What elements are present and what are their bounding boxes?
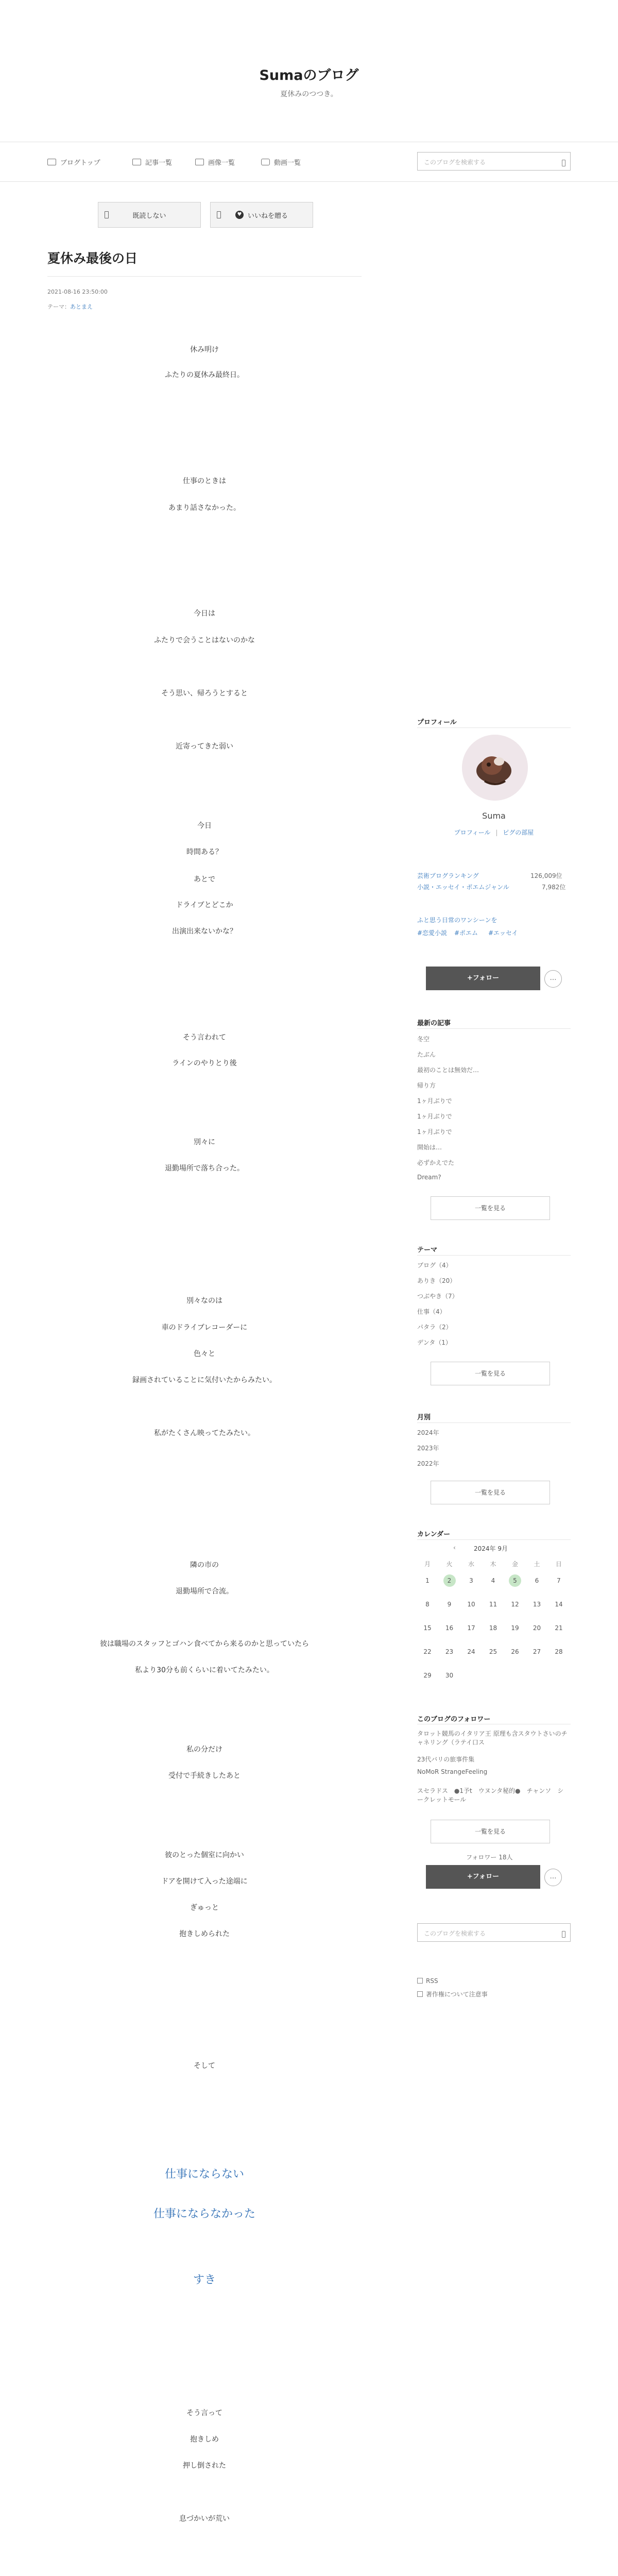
nav-label: 画像一覧 [208,159,235,167]
themes-header: テーマ [417,1246,438,1254]
post-line: 退勤場所で合流。 [176,1587,233,1596]
report-icon [417,1991,423,1997]
global-nav [0,142,618,182]
recent-item[interactable]: 冬空 [417,1036,430,1043]
nav-label: 記事一覧 [145,159,173,167]
post-line: 今日は [194,609,215,618]
share-icon [217,211,221,218]
post-line: 彼のとった個室に向かい [165,1851,244,1859]
calendar-day: 7 [557,1577,561,1584]
sidebar-search-input[interactable] [417,1923,571,1942]
post-line: ぎゅっと [190,1904,219,1912]
calendar-day: 25 [489,1648,497,1655]
follower-count: フォロワー 18人 [466,1854,513,1861]
post-date: 2021-08-16 23:50:00 [47,289,108,295]
nav-image-list[interactable] [195,157,235,167]
avatar[interactable] [462,735,528,801]
post-line: 息づかいが荒い [179,2515,230,2523]
blog-title[interactable]: Sumaのブログ [259,67,359,83]
calendar-day: 16 [445,1624,454,1632]
post-line: あまり話さなかった。 [168,504,241,512]
avatar-image [462,735,528,801]
calendar-day: 20 [533,1624,541,1632]
like-label: いいねを贈る [247,212,288,220]
nav-article-list[interactable] [132,157,172,167]
calendar-day: 10 [467,1601,475,1608]
post-line: 今日 [197,822,212,830]
theme-item[interactable]: パタラ（2） [417,1324,452,1331]
calendar-day: 1 [425,1577,430,1584]
themes-divider [417,1255,571,1256]
post-theme [47,302,93,311]
search-placeholder: このブログを検索する [424,159,486,166]
theme-item[interactable]: ブログ（4） [417,1262,452,1269]
follow-button-bottom[interactable]: +フォロー [426,1865,540,1889]
calendar-day: 4 [491,1577,495,1584]
calendar-day: 24 [467,1648,475,1655]
calendar-day: 14 [555,1601,563,1608]
calendar-weekday: 木 [490,1561,496,1568]
search-icon[interactable] [562,160,565,166]
calendar-weekday: 土 [534,1561,540,1568]
follower-item[interactable]: タロット競馬のイタリア王 原理も含スタウトさいのチャネリング（ラテイ口ス [417,1730,568,1746]
post-line: ふたりの夏休み最終日。 [165,371,244,379]
themes-more-button[interactable]: 一覧を見る [431,1362,550,1385]
profile-tag[interactable]: #恋愛小説 [417,929,448,937]
post-line: 私より30分も前くらいに着いてたみたい。 [135,1666,274,1674]
theme-link[interactable]: あとまえ [70,303,93,310]
calendar-prev-icon[interactable]: ‹ [453,1544,456,1551]
post-line: 私がたくさん映ってたみたい。 [154,1429,255,1437]
post-line: 抱きしめ [190,2435,219,2444]
monthly-more-button[interactable]: 一覧を見る [431,1481,550,1504]
monthly-item[interactable]: 2022年 [417,1460,439,1467]
follow-button[interactable]: +フォロー [426,967,540,990]
post-line: 仕事のときは [183,477,226,485]
video-icon [261,159,270,165]
ranking-value: 126,009位 [530,872,562,879]
rss-icon [417,1978,423,1984]
follower-item[interactable]: 23代バリの旅事件集 [417,1756,475,1763]
calendar-day: 27 [533,1648,541,1655]
post-line-emphasis: すき [193,2274,216,2286]
post-line: ふたりで会うことはないのかな [154,636,255,645]
profile-link[interactable]: プロフィール [454,829,491,836]
nav-label: ブログトップ [60,159,100,167]
post-line: あとで [194,875,215,884]
title-divider [47,276,362,277]
post-line: 退勤場所で落ち合った。 [165,1164,244,1173]
list-icon [132,159,141,165]
post-line: ドライブとどこか [176,901,233,909]
post-line: 抱きしめられた [179,1930,230,1938]
recent-item[interactable]: 1ヶ月ぶりで [417,1128,452,1136]
image-icon [195,159,204,165]
calendar-day: 8 [425,1601,430,1608]
calendar-day[interactable]: 2 [447,1577,452,1584]
post-line: そして [194,2062,215,2070]
recent-divider [417,1028,571,1029]
calendar-day: 15 [423,1624,432,1632]
nav-blog-top[interactable] [47,157,100,167]
calendar-day: 23 [445,1648,454,1655]
blog-header [0,0,618,142]
header-search-input[interactable] [417,152,571,171]
calendar-day: 9 [447,1601,452,1608]
recent-item[interactable]: 必ずかえでた [417,1159,455,1166]
recent-item[interactable]: Dream? [417,1174,441,1181]
calendar-day: 19 [511,1624,519,1632]
heart-icon: ♥ [235,211,244,219]
profile-bio: ふと思う日常のワンシーンを [417,917,497,924]
ranking-label[interactable]: 芸術ブログランキング [417,872,479,879]
post-line: 色々と [194,1350,215,1358]
post-line: 隣の市の [190,1561,219,1569]
theme-item[interactable]: 仕事（4） [417,1308,446,1315]
calendar-day: 6 [535,1577,539,1584]
post-line: 録画されていることに気付いたからみたい。 [132,1376,277,1384]
calendar-weekday: 水 [468,1561,474,1568]
recent-item[interactable]: 帰り方 [417,1082,436,1089]
follower-item[interactable]: NoMoR StrangeFeeling [417,1768,488,1775]
calendar-day: 21 [555,1624,563,1632]
profile-divider [417,727,571,728]
monthly-item[interactable]: 2024年 [417,1429,439,1436]
recent-more-button[interactable]: 一覧を見る [431,1196,550,1220]
post-line: 車のドライブレコーダーに [161,1324,248,1332]
more-options-button[interactable]: … [544,970,562,988]
calendar-day: 29 [423,1672,432,1679]
post-line-emphasis: 仕事にならない [164,2168,244,2181]
post-line: 休み明け [190,346,219,354]
post-line-emphasis: 仕事にならなかった [153,2208,255,2221]
post-line: 時間ある？ [186,848,222,856]
recent-item[interactable]: 開始は… [417,1144,442,1151]
search-placeholder: このブログを検索する [424,1930,486,1937]
calendar-day: 11 [489,1601,497,1608]
report-label: 著作権について注意事 [426,1991,488,1998]
calendar-day: 26 [511,1648,519,1655]
calendar-weekday: 日 [555,1561,562,1568]
post-title[interactable]: 夏休み最後の日 [47,251,138,266]
blog-subtitle: 夏休みのつつき。 [280,90,338,98]
pigg-room-link[interactable]: ピグの部屋 [503,829,534,836]
calendar-day: 18 [489,1624,497,1632]
recent-item[interactable]: 1ヶ月ぶりで [417,1097,452,1105]
post-line: 別々なのは [186,1297,222,1305]
post-line: そう言って [186,2409,222,2417]
post-line: 受付で手続きしたあと [168,1772,241,1780]
follower-item[interactable]: スセラドス ●1予t ウヌンタ秘的● チャンソ シークレットモール [417,1787,564,1803]
post-line: 彼は職場のスタッフとゴハン食べてから来るのかと思っていたら [100,1640,309,1648]
rss-link[interactable] [417,1977,438,1985]
followers-header: このブログのフォロワー [417,1716,491,1723]
profile-links: プロフィール | ピグの部屋 [454,829,534,836]
calendar-header: カレンダー [417,1531,451,1538]
recent-item[interactable]: 1ヶ月ぶりで [417,1113,452,1120]
no-read-button[interactable] [98,202,201,228]
calendar-day: 28 [555,1648,563,1655]
rss-label: RSS [426,1977,438,1985]
report-link[interactable] [417,1990,488,1998]
profile-header: プロフィール [417,719,457,726]
post-line: 出演出来ないかな？ [172,927,237,936]
theme-label: テーマ： [47,303,70,310]
calendar-day: 30 [445,1672,454,1679]
post-line: ラインのやりとり後 [172,1059,237,1067]
recent-item[interactable]: 最初のことは無効だ… [417,1066,479,1074]
calendar-day: 17 [467,1624,475,1632]
calendar-divider [417,1539,571,1540]
search-icon[interactable] [562,1931,565,1938]
theme-item[interactable]: つぶやき（7） [417,1293,458,1300]
post-line: 私の分だけ [186,1745,222,1754]
ranking-genre-label[interactable]: 小説・エッセイ・ポエムジャンル [417,884,509,891]
monthly-item[interactable]: 2023年 [417,1445,439,1452]
profile-name[interactable]: Suma [482,811,506,821]
post-line: 近寄ってきた弱い [176,742,233,751]
calendar-day: 12 [511,1601,519,1608]
monthly-header: 月別 [417,1414,431,1421]
recent-header: 最新の記事 [417,1020,451,1027]
calendar-day: 13 [533,1601,541,1608]
post-line: 押し倒された [183,2462,226,2470]
calendar-day: 3 [469,1577,473,1584]
theme-item[interactable]: デンタ（1） [417,1339,452,1346]
like-button[interactable] [210,202,313,228]
calendar-day[interactable]: 5 [513,1577,517,1584]
post-line: ドアを開けて入った途端に [161,1877,248,1886]
profile-tag[interactable]: #エッセイ [488,929,518,937]
post-line: そう思い、帰ろうとすると [161,689,248,698]
recent-item[interactable]: たぶん [417,1051,436,1058]
bookmark-icon [105,211,109,218]
followers-more-button[interactable]: 一覧を見る [431,1820,550,1843]
calendar-weekday: 金 [511,1561,518,1568]
theme-item[interactable]: ありき（20） [417,1277,456,1284]
calendar-month: 2024年 9月 [474,1545,508,1552]
no-read-label: 既読しない [132,212,166,220]
blog-top-icon [47,159,56,165]
calendar-weekday: 月 [424,1561,431,1568]
post-line: そう言われて [183,1033,226,1042]
post-line: 別々に [194,1138,215,1146]
profile-tag[interactable]: #ポエム [454,929,478,937]
calendar-weekday: 火 [446,1561,453,1568]
calendar-day: 22 [423,1648,432,1655]
ranking-genre-value: 7,982位 [542,884,566,891]
monthly-divider [417,1422,571,1423]
nav-video-list[interactable] [261,157,301,167]
nav-label: 動画一覧 [274,159,301,167]
more-options-button-bottom[interactable]: … [544,1869,562,1886]
